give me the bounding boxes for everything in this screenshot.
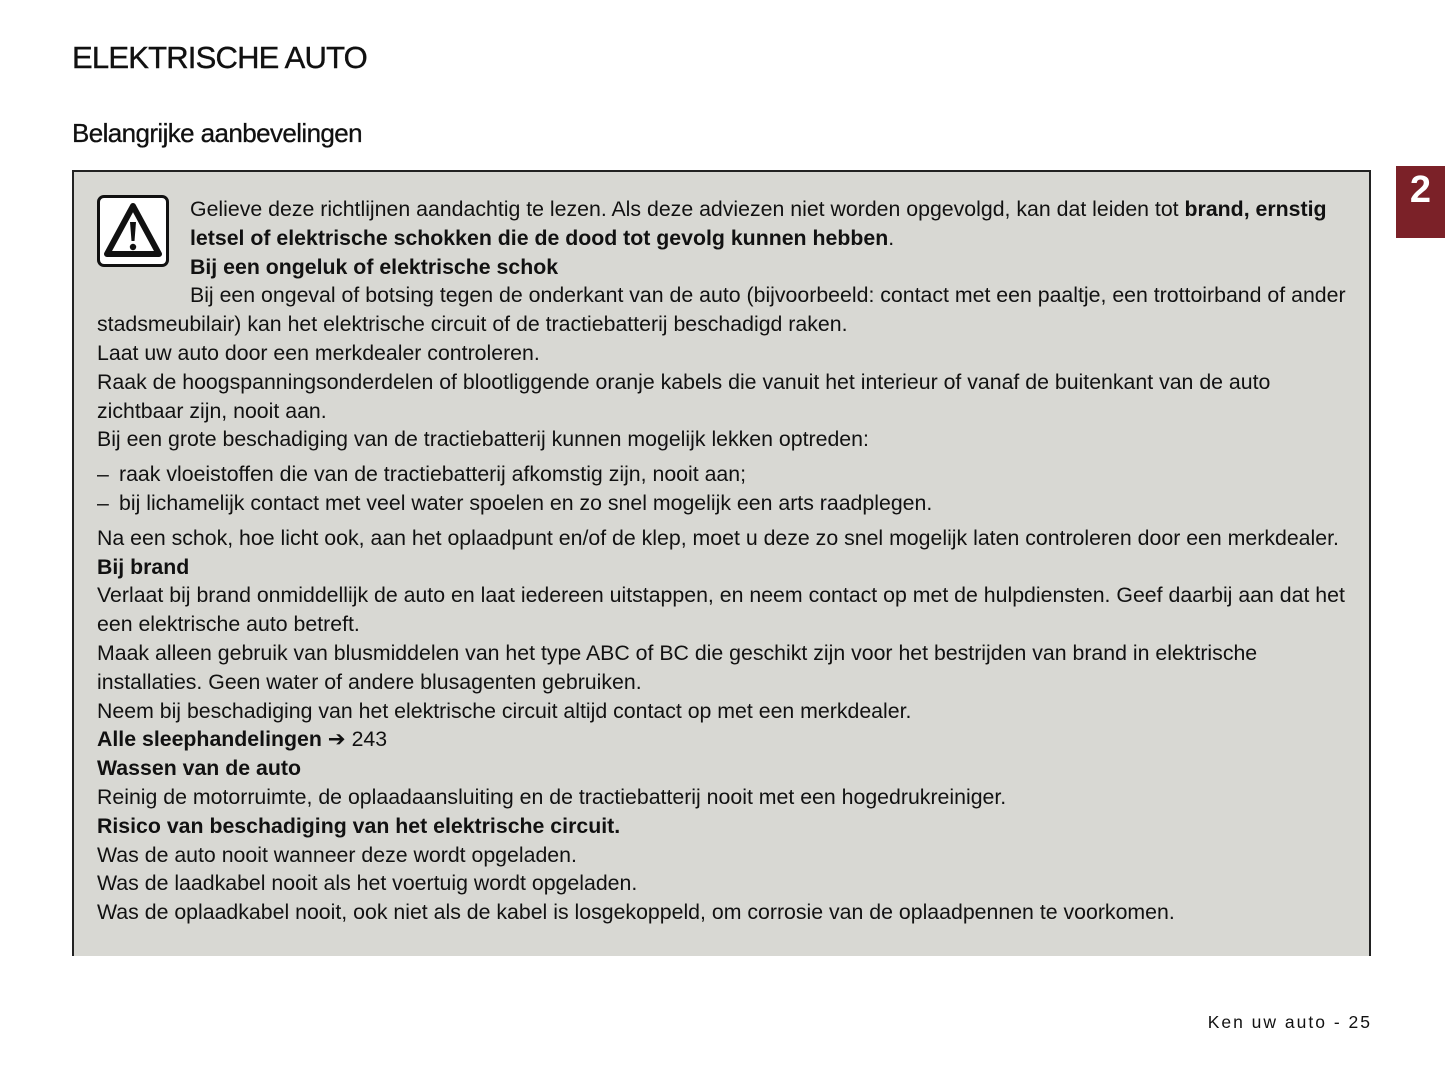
- arrow-right-icon: ➔: [327, 727, 346, 752]
- risk-heading: Risico van beschadiging van het elektrische circuit.: [97, 813, 621, 838]
- list-item: [97, 460, 1357, 489]
- dash-bullet: –: [97, 490, 109, 515]
- washing-paragraph-1: Reinig de motorruimte, de oplaadaansluiting en de tractiebatterij nooit met een hogedrukreiniger.: [97, 784, 1007, 809]
- warning-content: [97, 195, 1357, 927]
- accident-paragraph-1: [97, 281, 1357, 339]
- accident-paragraph-1-text: Bij een ongeval of botsing tegen de onderkant van de auto (bijvoorbeeld: contact met een paaltje, een trottoirband of ander stadsmeubilair) kan het elektrische circuit of de tractiebatterij beschadigd raken.: [97, 283, 1346, 337]
- fire-heading: Bij brand: [97, 554, 190, 579]
- risk-paragraph-2: Was de laadkabel nooit als het voertuig wordt opgeladen.: [97, 871, 638, 896]
- fire-paragraph-3: Neem bij beschadiging van het elektrische circuit altijd contact op met een merkdealer.: [97, 698, 912, 723]
- intro-text: Gelieve deze richtlijnen aandachtig te lezen. Als deze adviezen niet worden opgevolgd, kan dat leiden tot: [190, 197, 1185, 221]
- page-footer: Ken uw auto - 25: [1207, 1012, 1372, 1032]
- list-item: [97, 489, 1357, 518]
- dash-bullet: –: [97, 462, 109, 487]
- accident-paragraph-2: Laat uw auto door een merkdealer controleren.: [97, 340, 540, 365]
- accident-heading: Bij een ongeluk of elektrische schok: [190, 254, 559, 279]
- fire-paragraph-2: Maak alleen gebruik van blusmiddelen van het type ABC of BC die geschikt zijn voor het bestrijden van brand in elektrische installaties. Geen water of andere blusagenten gebruiken.: [97, 640, 1258, 694]
- accident-paragraph-3: Raak de hoogspanningsonderdelen of blootliggende oranje kabels die vanuit het interieur of vanaf de buitenkant van de auto zichtbaar zijn, nooit aan.: [97, 369, 1271, 423]
- towing-reference[interactable]: [97, 725, 1357, 754]
- risk-paragraph-1: Was de auto nooit wanneer deze wordt opgeladen.: [97, 842, 577, 867]
- accident-paragraph-5: Na een schok, hoe licht ook, aan het oplaadpunt en/of de klep, moet u deze zo snel mogelijk laten controleren door een merkdealer.: [97, 525, 1339, 550]
- towing-label: Alle sleephandelingen: [97, 727, 322, 752]
- section-title: Belangrijke aanbevelingen: [72, 118, 363, 148]
- fire-paragraph-1: Verlaat bij brand onmiddellijk de auto en laat iedereen uitstappen, en neem contact op met de hulpdiensten. Geef daarbij aan dat het een elektrische auto betreft.: [97, 583, 1345, 637]
- towing-page-link[interactable]: 243: [351, 727, 388, 752]
- risk-paragraph-3: Was de oplaadkabel nooit, ook niet als de kabel is losgekoppeld, om corrosie van de oplaadpennen te voorkomen.: [97, 900, 1175, 925]
- intro-paragraph: [97, 195, 1357, 253]
- list-item-text: bij lichamelijk contact met veel water spoelen en zo snel mogelijk een arts raadplegen.: [119, 490, 933, 515]
- list-item-text: raak vloeistoffen die van de tractiebatterij afkomstig zijn, nooit aan;: [119, 462, 747, 487]
- chapter-tab: 2: [1396, 166, 1445, 238]
- leak-bullet-list: [97, 460, 1357, 518]
- intro-end: .: [888, 225, 895, 250]
- accident-paragraph-4: Bij een grote beschadiging van de tractiebatterij kunnen mogelijk lekken optreden:: [97, 427, 869, 452]
- page-title: ELEKTRISCHE AUTO: [72, 40, 367, 75]
- washing-heading: Wassen van de auto: [97, 756, 301, 781]
- intro-bold: brand, ernstig letsel of elektrische schokken die de dood tot gevolg kunnen hebben: [190, 197, 1327, 250]
